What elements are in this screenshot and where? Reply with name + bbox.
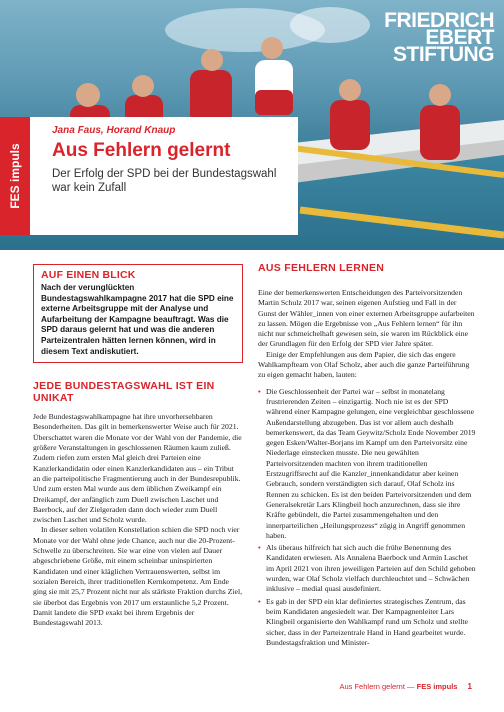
logo-line-2: EBERT <box>425 26 494 49</box>
logo-line-3: STIFTUNG <box>393 43 494 66</box>
title-box <box>30 117 298 235</box>
page-footer <box>339 682 472 691</box>
series-tab <box>0 117 30 235</box>
section-heading-unikat: JEDE BUNDESTAGSWAHL IST EIN UNIKAT <box>33 380 215 405</box>
right-column <box>258 262 476 650</box>
logo-line-1: FRIEDRICH <box>384 9 494 32</box>
paragraph: Eine der bemerkenswerten Entscheidungen des Parteivorsitzenden Martin Schulz 2017 war, seinen eigenen Aufstieg und Fall in der Gunst der Wähler_innen von einer externen Arbeitsgruppe aufarbeiten zu lassen. Mögen die Ergebnisse von „Aus Fehlern lernen“ für ihn nicht nur schmeichelhaft gewesen sein, sie waren im Rückblick eine der Grundlagen für den Erfolg der SPD vier Jahre später. <box>258 288 475 349</box>
paragraph: Einige der Empfehlungen aus dem Papier, die sich das engere Wahlkampfteam von Olaf Scholz, aber auch die ganze Parteiführung zu eigen gemacht haben, lauten: <box>258 349 470 380</box>
list-item: • Die Geschlossenheit der Partei war – selbst in monatelang frustrierenden Zeiten – einzigartig. Noch nie ist es der SPD während einer Kampagne gelungen, eine vergleichbar geschlossene Außendarstellung abzugeben. Das ist vor allem auch deshalb bemerkenswert, da das Team Geywitz/Scholz Ende November 2019 gegen Esken/Walter-Borjans im Kampf um den Parteivorsitz eine Niederlage einstecken musste. Die neu gewählten Parteivorsitzenden machten von ihrem traditionellen Erstzugriffsrecht auf die Kanzler_innenkandidatur aber keinen Gebrauch, sondern verständigten sich darauf, Olaf Scholz ins Rennen zu schicken. Es ist den beiden Parteivorsitzenden und dem Generalsekretär Lars Klingbeil hoch anzurechnen, dass sie ihre Kräfte gebündelt, die Partei zusammengehalten und den innerparteilichen „Heilungsprozess“ zügig in Angriff genommen haben. <box>258 387 476 541</box>
paragraph: In dieser selten volatilen Konstellation schien die SPD noch vier Monate vor der Wahl ohne jede Chance, auch nur die 20-Prozent-Schwelle zu überschreiten. Sie war eine von vielen auf Dauer abgeschriebene Größe, mit einem scheinbar uninspirierten Kandidaten und einer kläglichen Vertrauenswerten, selbst im sozialen Bereich, ihrer traditionellen Kernkompetenz. Am Ende ging sie mit 25,7 Prozent nicht nur als stärkste Fraktion durchs Ziel, sie überbot das Ergebnis von 2017 um erstaunliche 5,2 Prozent. Damit landete die SPD exakt bei ihrem Ergebnis der Bundestagswahl 2013. <box>33 525 243 628</box>
summary-box <box>33 264 243 363</box>
left-column <box>33 264 243 628</box>
fes-logo <box>384 9 494 66</box>
list-item: • Als überaus hilfreich hat sich auch die frühe Benennung des Kandidaten erwiesen. Als Annalena Baerbock und Armin Laschet im April 2021 von ihren jeweiligen Parteien auf den Schild gehoben wurden, war Olaf Scholz vielfach durchleuchtet und – Schwächen inklusive – medial quasi ausdefiniert. <box>258 543 476 594</box>
page-title: Aus Fehlern gelernt <box>52 140 231 161</box>
recommendation-list <box>258 387 476 648</box>
list-item: • Es gab in der SPD ein klar definiertes strategisches Zentrum, das beim Kandidaten angesiedelt war. Der Kampagnenleiter Lars Klingbeil organisierte den Wahlkampf rund um Scholz und stellte sicher, dass in der Parteizentrale Hand in Hand gearbeitet wurde. Bundestagsfraktion und Minister- <box>258 597 476 648</box>
page-subtitle: Der Erfolg der SPD bei der Bundestagswahl war kein Zufall <box>52 168 277 194</box>
page-number: 1 <box>467 682 472 691</box>
summary-text: Nach der verunglückten Bundestagswahlkampagne 2017 hat die SPD eine externe Arbeitsgruppe mit der Analyse und Aufarbeitung der Kampagne beauftragt. Was die SPD daraus gelernt hat und was die anderen Parteizentralen hätten lernen können, wird in diesem Text andiskutiert. <box>41 283 234 356</box>
series-tab-label: FES impuls <box>8 143 22 209</box>
footer-title: Aus Fehlern gelernt — <box>339 682 415 691</box>
authors: Jana Faus, Horand Knaup <box>52 125 176 136</box>
footer-publication: FES impuls <box>416 682 458 691</box>
summary-heading: AUF EINEN BLICK <box>41 269 136 281</box>
section-heading-fehler: AUS FEHLERN LERNEN <box>258 262 385 274</box>
paragraph: Jede Bundestagswahlkampagne hat ihre unvorhersehbaren Besonderheiten. Das gilt in bemerkenswerter Weise auch für 2021. Überschattet waren die Monate vor der Wahl von der Pandemie, die größere Veranstaltungen in geschlossenen Räumen kaum zuließ. Zudem riefen zum ersten Mal gleich drei Parteien eine Kanzlerkandidatin oder einen Kanzlerkandidaten aus – ein Tribut an die parteipolitische Fragmentierung auch in der Bundesrepublik. Und zum ersten Mal wurde aus dem üblichen Zweikampf ein Dreikampf, der anfänglich zum Duell zwischen Laschet und Baerbock, auf der Zielgeraden dann doch wieder zum Duell zwischen Laschet und Scholz wurde. <box>33 412 242 525</box>
